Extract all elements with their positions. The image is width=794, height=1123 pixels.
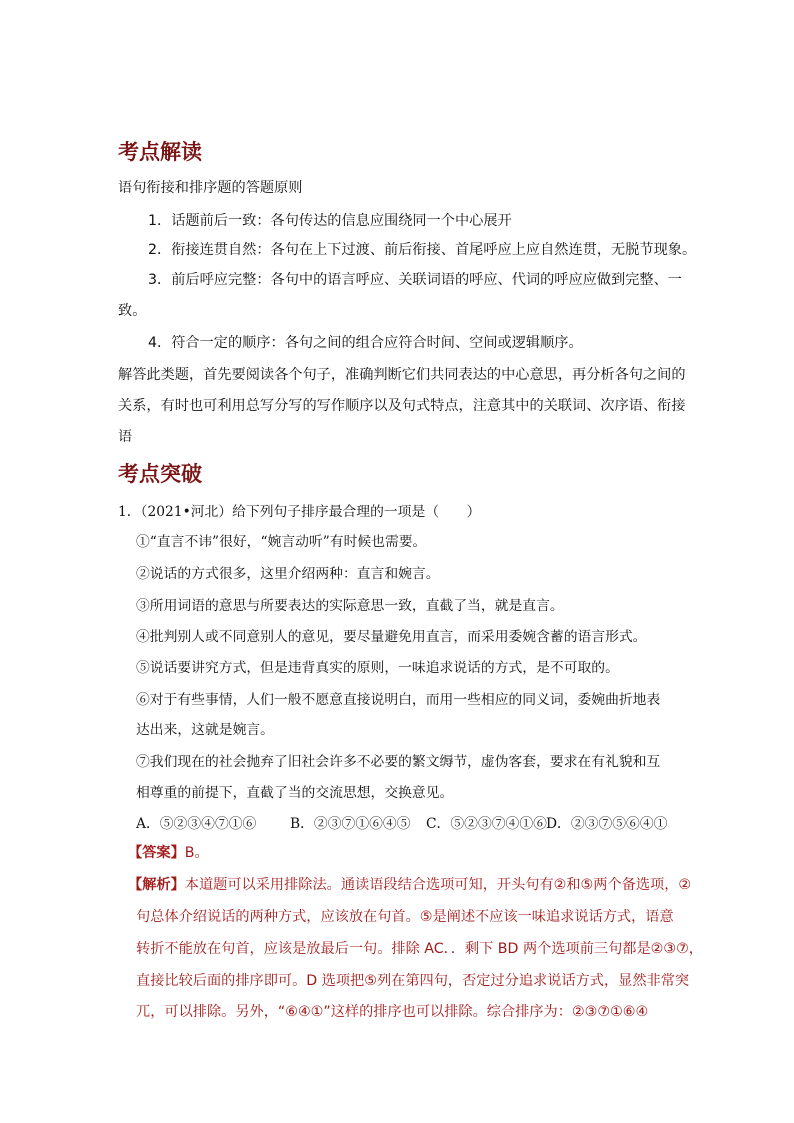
intro-line: 语句衔接和排序题的答题原则: [118, 180, 303, 196]
method-line-2: 关系，有时也可利用总写分写的写作顺序以及句式特点，注意其中的关联词、次序语、衔接: [118, 398, 686, 414]
sentence-7-cont: 相尊重的前提下，直截了当的交流思想，交换意见。: [136, 785, 454, 801]
analysis-line-4: 直接比较后面的排序即可。D 选项把⑤列在第四句，否定过分追求说话方式，显然非常突: [136, 973, 690, 989]
sentence-2: ②说话的方式很多，这里介绍两种：直言和婉言。: [136, 566, 440, 582]
analysis-tag: 【解析】: [128, 877, 185, 893]
method-line-3: 语: [118, 429, 133, 445]
answer-value: B。: [184, 845, 209, 861]
principle-3-cont: 致。: [118, 303, 147, 319]
answer-tag: 【答案】: [128, 845, 185, 861]
analysis-line-2: 句总体介绍说话的两种方式，应该放在句首。⑤是阐述不应该一味追求说话方式，语意: [136, 909, 674, 925]
section-heading-kaodian-tupo: 考点突破: [118, 461, 202, 486]
sentence-4: ④批判别人或不同意别人的意见，要尽量避免用直言，而采用委婉含蓄的语言形式。: [136, 629, 647, 645]
sentence-7: ⑦我们现在的社会抛弃了旧社会许多不必要的繁文缛节，虚伪客套，要求在有礼貌和互: [136, 754, 661, 770]
option-a: A．⑤②③④⑦①⑥: [136, 816, 257, 832]
sentence-1: ①“直言不讳”很好，“婉言动听”有时候也需要。: [136, 534, 427, 550]
answer-line: [128, 842, 209, 862]
principle-3: 3．前后呼应完整：各句中的语言呼应、关联词语的呼应、代词的呼应应做到完整、一: [148, 272, 682, 288]
option-c: C．⑤②③⑦④①⑥: [426, 816, 547, 832]
sentence-3: ③所用词语的意思与所要表达的实际意思一致，直截了当，就是直言。: [136, 598, 564, 614]
analysis-line-5: 兀，可以排除。另外，“⑥④①”这样的排序也可以排除。综合排序为：②③⑦①⑥④: [136, 1004, 649, 1020]
principle-4: 4．符合一定的顺序：各句之间的组合应符合时间、空间或逻辑顺序。: [148, 335, 583, 351]
analysis-line-3: 转折不能放在句首，应该是放最后一句。排除 AC．．剩下 BD 两个选项前三句都是②③⑦，: [136, 941, 703, 957]
method-line-1: 解答此类题，首先要阅读各个句子，准确判断它们共同表达的中心意思，再分析各句之间的: [118, 367, 686, 383]
question-stem: 1．（2021•河北）给下列句子排序最合理的一项是（ ）: [118, 504, 481, 520]
principle-1: 1．话题前后一致：各句传达的信息应围绕同一个中心展开: [148, 213, 512, 229]
sentence-6-cont: 达出来，这就是婉言。: [136, 722, 274, 738]
option-d: D．②③⑦⑤⑥④①: [546, 816, 668, 832]
analysis-line-1: [128, 874, 691, 894]
section-heading-kaodian-jiedu: 考点解读: [118, 139, 202, 164]
option-b: B．②③⑦①⑥④⑤: [290, 816, 411, 832]
sentence-5: ⑤说话要讲究方式，但是违背真实的原则，一味追求说话的方式，是不可取的。: [136, 660, 619, 676]
principle-2: 2．衔接连贯自然：各句在上下过渡、前后衔接、首尾呼应上应自然连贯，无脱节现象。: [148, 242, 697, 258]
analysis-text-1: 本道题可以采用排除法。通读语段结合选项可知，开头句有②和⑤两个备选项，②: [184, 877, 692, 893]
sentence-6: ⑥对于有些事情，人们一般不愿意直接说明白，而用一些相应的同义词，委婉曲折地表: [136, 692, 661, 708]
